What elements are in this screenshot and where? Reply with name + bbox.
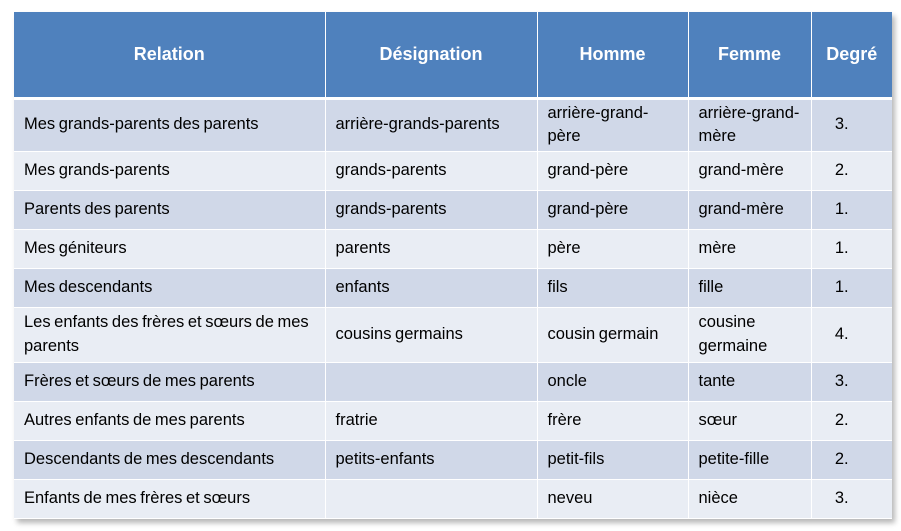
cell-designation: arrière-grands-parents bbox=[325, 98, 537, 151]
table-header bbox=[14, 12, 892, 98]
kinship-table bbox=[14, 12, 892, 519]
cell-homme: arrière-grand-père bbox=[537, 98, 688, 151]
cell-designation: parents bbox=[325, 229, 537, 268]
cell-designation bbox=[325, 479, 537, 518]
cell-homme: fils bbox=[537, 268, 688, 307]
cell-relation: Les enfants des frères et sœurs de mes parents bbox=[14, 307, 325, 362]
table-row bbox=[14, 98, 892, 151]
cell-designation: enfants bbox=[325, 268, 537, 307]
cell-homme: grand-père bbox=[537, 151, 688, 190]
cell-femme: grand-mère bbox=[688, 151, 811, 190]
cell-designation: petits-enfants bbox=[325, 440, 537, 479]
header-row bbox=[14, 12, 892, 98]
cell-femme: arrière-grand-mère bbox=[688, 98, 811, 151]
cell-designation: cousins germains bbox=[325, 307, 537, 362]
cell-femme: petite-fille bbox=[688, 440, 811, 479]
cell-homme: petit-fils bbox=[537, 440, 688, 479]
header-designation: Désignation bbox=[325, 12, 537, 98]
cell-femme: sœur bbox=[688, 401, 811, 440]
cell-relation: Enfants de mes frères et sœurs bbox=[14, 479, 325, 518]
cell-homme: cousin germain bbox=[537, 307, 688, 362]
header-homme: Homme bbox=[537, 12, 688, 98]
header-relation: Relation bbox=[14, 12, 325, 98]
cell-relation: Autres enfants de mes parents bbox=[14, 401, 325, 440]
cell-degre: 1. bbox=[811, 268, 892, 307]
table-row bbox=[14, 479, 892, 518]
cell-relation: Mes grands-parents des parents bbox=[14, 98, 325, 151]
cell-designation bbox=[325, 362, 537, 401]
cell-femme: grand-mère bbox=[688, 190, 811, 229]
cell-degre: 1. bbox=[811, 190, 892, 229]
cell-relation: Mes descendants bbox=[14, 268, 325, 307]
table-row bbox=[14, 307, 892, 362]
table-row bbox=[14, 268, 892, 307]
cell-degre: 2. bbox=[811, 401, 892, 440]
cell-degre: 4. bbox=[811, 307, 892, 362]
cell-relation: Frères et sœurs de mes parents bbox=[14, 362, 325, 401]
cell-relation: Descendants de mes descendants bbox=[14, 440, 325, 479]
cell-femme: tante bbox=[688, 362, 811, 401]
table-row bbox=[14, 362, 892, 401]
table-row bbox=[14, 190, 892, 229]
cell-homme: oncle bbox=[537, 362, 688, 401]
cell-relation: Mes géniteurs bbox=[14, 229, 325, 268]
table-body bbox=[14, 98, 892, 518]
cell-relation: Mes grands-parents bbox=[14, 151, 325, 190]
cell-homme: grand-père bbox=[537, 190, 688, 229]
table-row bbox=[14, 440, 892, 479]
table-row bbox=[14, 401, 892, 440]
table-row bbox=[14, 151, 892, 190]
cell-degre: 3. bbox=[811, 479, 892, 518]
kinship-table-container bbox=[14, 12, 892, 519]
cell-homme: frère bbox=[537, 401, 688, 440]
cell-designation: fratrie bbox=[325, 401, 537, 440]
table-row bbox=[14, 229, 892, 268]
cell-degre: 3. bbox=[811, 362, 892, 401]
header-degre: Degré bbox=[811, 12, 892, 98]
cell-femme: cousine germaine bbox=[688, 307, 811, 362]
header-femme: Femme bbox=[688, 12, 811, 98]
cell-degre: 3. bbox=[811, 98, 892, 151]
cell-degre: 2. bbox=[811, 440, 892, 479]
cell-homme: neveu bbox=[537, 479, 688, 518]
cell-designation: grands-parents bbox=[325, 190, 537, 229]
cell-femme: mère bbox=[688, 229, 811, 268]
cell-femme: fille bbox=[688, 268, 811, 307]
cell-designation: grands-parents bbox=[325, 151, 537, 190]
cell-degre: 2. bbox=[811, 151, 892, 190]
cell-homme: père bbox=[537, 229, 688, 268]
cell-degre: 1. bbox=[811, 229, 892, 268]
cell-femme: nièce bbox=[688, 479, 811, 518]
cell-relation: Parents des parents bbox=[14, 190, 325, 229]
